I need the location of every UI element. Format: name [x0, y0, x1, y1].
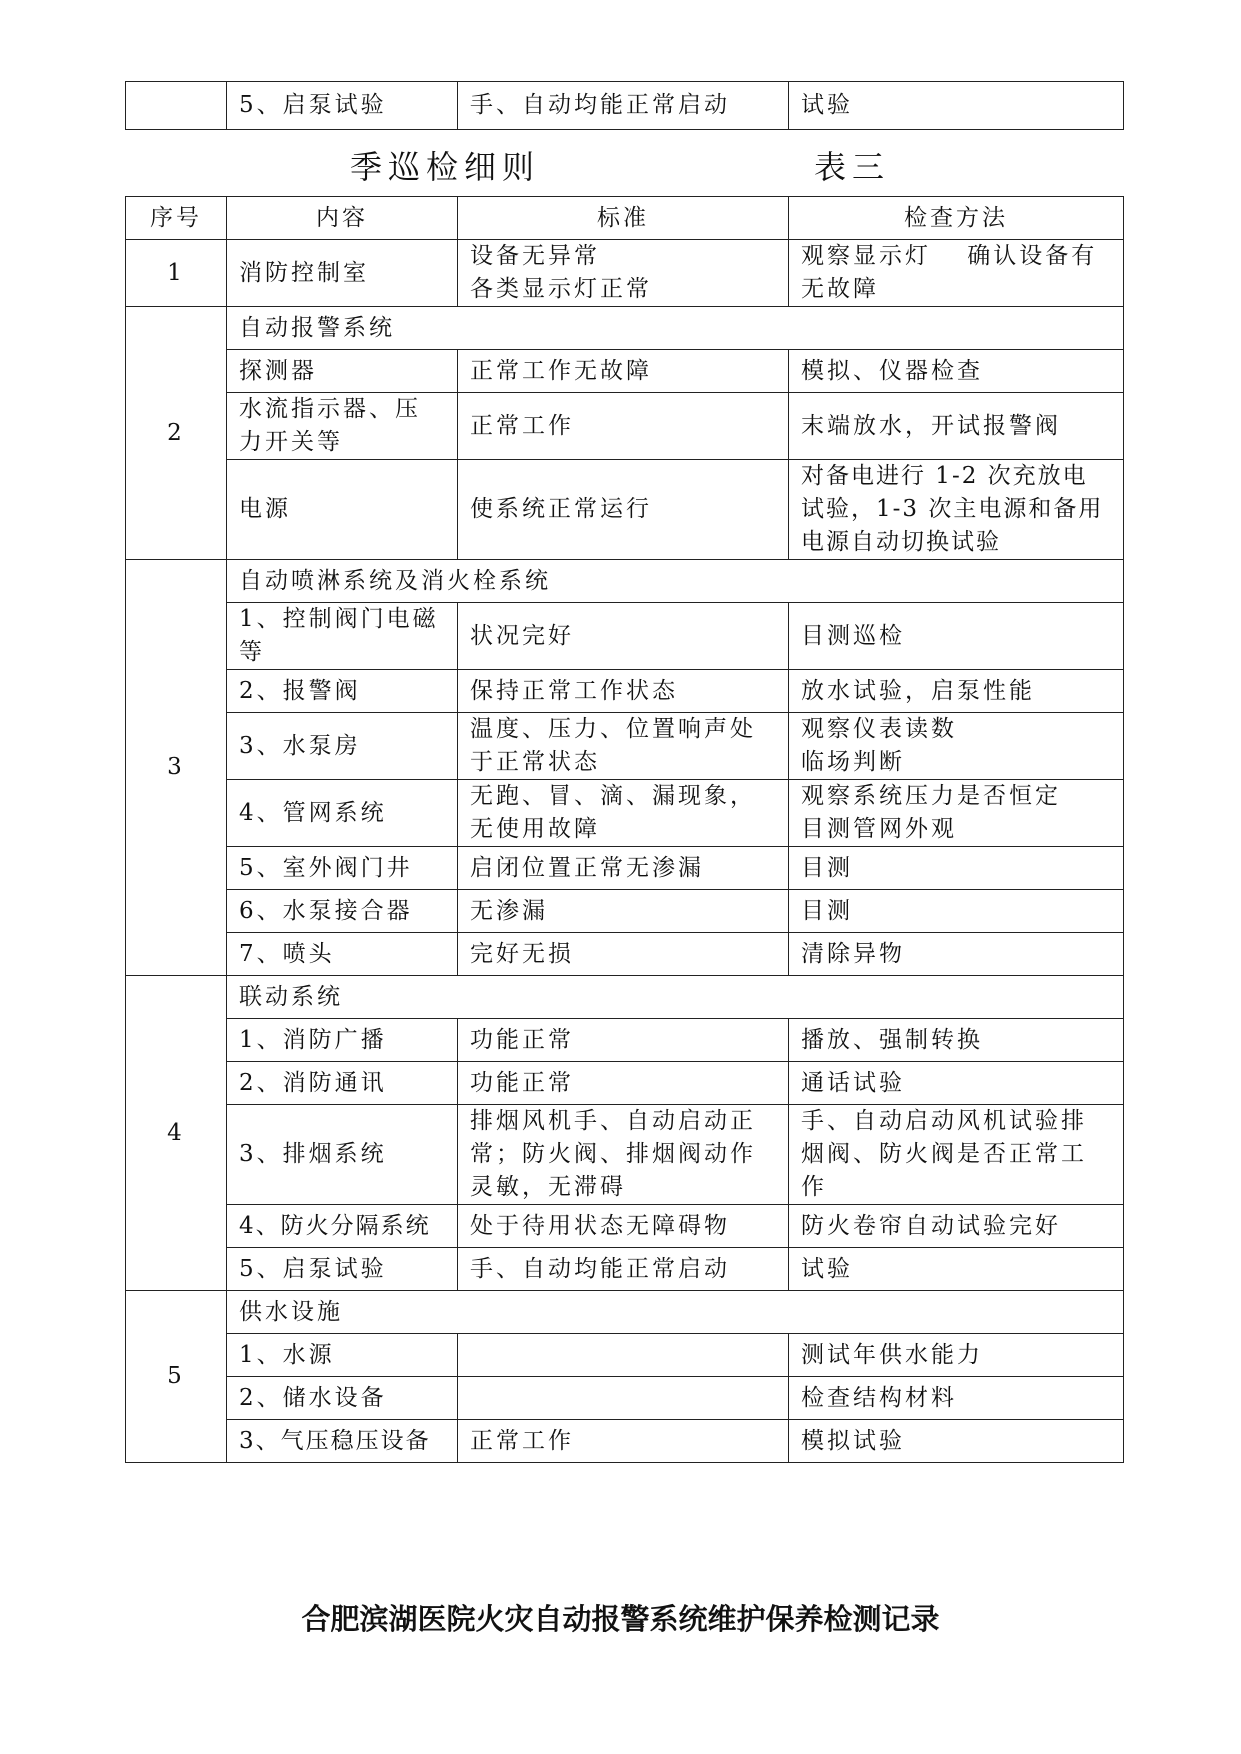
cell-standard: 排烟风机手、自动启动正常；防火阀、排烟阀动作灵敏，无滞碍 [458, 1105, 789, 1205]
cell-method: 目测 [789, 847, 1124, 890]
cell-method: 试验 [789, 1248, 1124, 1291]
cell-content: 4、防火分隔系统 [227, 1205, 458, 1248]
header-no: 序号 [126, 197, 227, 240]
cell-method: 观察显示灯 确认设备有无故障 [789, 240, 1124, 307]
section-row [126, 560, 1124, 603]
cell-standard: 正常工作 [458, 393, 789, 460]
cell-no: 5 [126, 1291, 227, 1463]
cell-standard: 设备无异常 各类显示灯正常 [458, 240, 789, 307]
header-content: 内容 [227, 197, 458, 240]
cell-content: 1、水源 [227, 1334, 458, 1377]
cell-content: 1、控制阀门电磁等 [227, 603, 458, 670]
cell-standard: 启闭位置正常无渗漏 [458, 847, 789, 890]
cell-content: 7、喷头 [227, 933, 458, 976]
cell-content: 6、水泵接合器 [227, 890, 458, 933]
cell-no: 1 [126, 240, 227, 307]
table-row [126, 460, 1124, 560]
inspection-table [125, 196, 1124, 1463]
cell-method: 放水试验，启泵性能 [789, 670, 1124, 713]
cell-method: 清除异物 [789, 933, 1124, 976]
cell-standard: 使系统正常运行 [458, 460, 789, 560]
cell-content: 3、水泵房 [227, 713, 458, 780]
cell-standard: 功能正常 [458, 1019, 789, 1062]
table-number: 表三 [814, 148, 891, 186]
cell-method: 目测巡检 [789, 603, 1124, 670]
header-method: 检查方法 [789, 197, 1124, 240]
table-row [126, 1248, 1124, 1291]
section-title: 自动报警系统 [227, 307, 1124, 350]
table-row [126, 890, 1124, 933]
table-row [126, 1062, 1124, 1105]
cell-standard: 处于待用状态无障碍物 [458, 1205, 789, 1248]
cell-standard: 正常工作无故障 [458, 350, 789, 393]
cell-standard: 温度、压力、位置响声处于正常状态 [458, 713, 789, 780]
cell-content: 5、室外阀门井 [227, 847, 458, 890]
cell-no [126, 82, 227, 130]
table-row [126, 933, 1124, 976]
table-row [126, 240, 1124, 307]
cell-standard: 手、自动均能正常启动 [458, 82, 789, 130]
cell-method: 末端放水，开试报警阀 [789, 393, 1124, 460]
cell-content: 4、管网系统 [227, 780, 458, 847]
cell-standard: 正常工作 [458, 1420, 789, 1463]
cell-content: 消防控制室 [227, 240, 458, 307]
table-row [126, 350, 1124, 393]
cell-content: 1、消防广播 [227, 1019, 458, 1062]
cell-method: 测试年供水能力 [789, 1334, 1124, 1377]
cell-standard [458, 1377, 789, 1420]
table-row [126, 1334, 1124, 1377]
table-row [126, 1205, 1124, 1248]
table-row [126, 780, 1124, 847]
cell-method: 防火卷帘自动试验完好 [789, 1205, 1124, 1248]
cell-content: 5、启泵试验 [227, 82, 458, 130]
section-title: 供水设施 [227, 1291, 1124, 1334]
cell-content: 3、气压稳压设备 [227, 1420, 458, 1463]
table-row [126, 1420, 1124, 1463]
section-title: 联动系统 [227, 976, 1124, 1019]
cell-method: 观察系统压力是否恒定 目测管网外观 [789, 780, 1124, 847]
cell-content: 3、排烟系统 [227, 1105, 458, 1205]
cell-standard: 手、自动均能正常启动 [458, 1248, 789, 1291]
section-row [126, 1291, 1124, 1334]
cell-method: 手、自动启动风机试验排烟阀、防火阀是否正常工作 [789, 1105, 1124, 1205]
cell-method: 模拟、仪器检查 [789, 350, 1124, 393]
table-row [126, 713, 1124, 780]
cell-method: 观察仪表读数 临场判断 [789, 713, 1124, 780]
header-standard: 标准 [458, 197, 789, 240]
cell-no: 2 [126, 307, 227, 560]
cell-content: 水流指示器、压力开关等 [227, 393, 458, 460]
table-row [126, 393, 1124, 460]
cell-method: 检查结构材料 [789, 1377, 1124, 1420]
cell-no: 3 [126, 560, 227, 976]
cell-content: 5、启泵试验 [227, 1248, 458, 1291]
cell-method: 试验 [789, 82, 1124, 130]
cell-standard: 功能正常 [458, 1062, 789, 1105]
table-row [126, 1377, 1124, 1420]
section-title: 自动喷淋系统及消火栓系统 [227, 560, 1124, 603]
cell-standard: 无渗漏 [458, 890, 789, 933]
cell-method: 对备电进行 1-2 次充放电试验，1-3 次主电源和备用电源自动切换试验 [789, 460, 1124, 560]
table-row [126, 1105, 1124, 1205]
header-row [126, 197, 1124, 240]
cell-content: 2、报警阀 [227, 670, 458, 713]
cell-content: 探测器 [227, 350, 458, 393]
table-row [126, 670, 1124, 713]
table-row [126, 847, 1124, 890]
record-title: 合肥滨湖医院火灾自动报警系统维护保养检测记录 [301, 1602, 940, 1636]
cell-content: 2、储水设备 [227, 1377, 458, 1420]
continued-table [125, 81, 1124, 130]
page-title: 季巡检细则 [350, 148, 541, 186]
table-row [126, 1019, 1124, 1062]
cell-method: 目测 [789, 890, 1124, 933]
cell-content: 2、消防通讯 [227, 1062, 458, 1105]
cell-content: 电源 [227, 460, 458, 560]
cell-standard: 完好无损 [458, 933, 789, 976]
cell-method: 模拟试验 [789, 1420, 1124, 1463]
cell-no: 4 [126, 976, 227, 1291]
cell-method: 通话试验 [789, 1062, 1124, 1105]
table-row [126, 82, 1124, 130]
cell-standard [458, 1334, 789, 1377]
table-row [126, 603, 1124, 670]
cell-method: 播放、强制转换 [789, 1019, 1124, 1062]
section-row [126, 976, 1124, 1019]
cell-standard: 保持正常工作状态 [458, 670, 789, 713]
cell-standard: 无跑、冒、滴、漏现象，无使用故障 [458, 780, 789, 847]
cell-standard: 状况完好 [458, 603, 789, 670]
section-row [126, 307, 1124, 350]
